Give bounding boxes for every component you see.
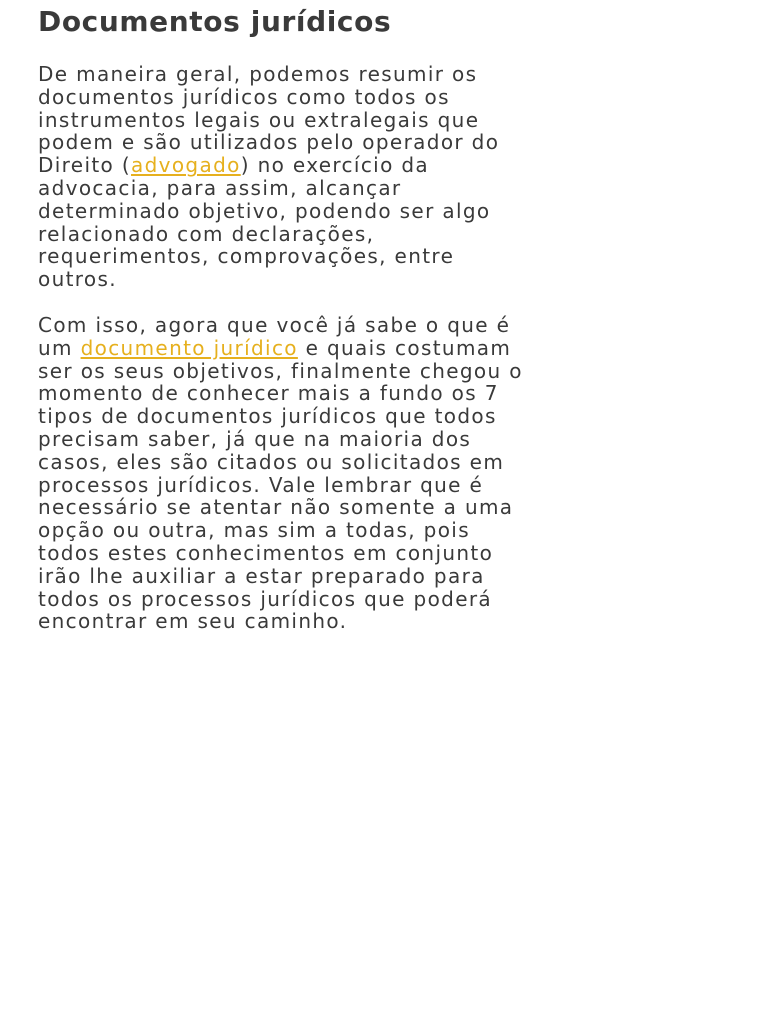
- text-segment: ) no exercício da: [240, 153, 430, 178]
- text-line: relacionado com declarações,: [38, 221, 375, 246]
- paragraph-intro: [38, 63, 734, 291]
- text-line: requerimentos, comprovações, entre: [38, 244, 455, 269]
- text-line: ser os seus objetivos, finalmente chegou o: [38, 358, 523, 383]
- text-segment: Direito (: [38, 153, 131, 178]
- text-line: irão lhe auxiliar a estar preparado para: [38, 563, 485, 588]
- text-line: todos os processos jurídicos que poderá: [38, 586, 493, 611]
- text-line: opção ou outra, mas sim a todas, pois: [38, 518, 470, 543]
- article: [38, 0, 734, 633]
- text-line: casos, eles são citados ou solicitados em: [38, 449, 505, 474]
- text-line: encontrar em seu caminho.: [38, 609, 348, 634]
- article-title: Documentos jurídicos: [38, 5, 392, 38]
- text-line: instrumentos legais ou extralegais que: [38, 107, 480, 132]
- text-line: necessário se atentar não somente a uma: [38, 495, 514, 520]
- text-segment: um: [38, 335, 81, 360]
- text-line: determinado objetivo, podendo ser algo: [38, 198, 491, 223]
- text-line: De maneira geral, podemos resumir os: [38, 62, 478, 86]
- paragraph-body: [38, 314, 734, 633]
- text-line: tipos de documentos jurídicos que todos: [38, 404, 497, 429]
- text-line: precisam saber, já que na maioria dos: [38, 426, 472, 451]
- text-line: podem e são utilizados pelo operador do: [38, 130, 500, 155]
- text-line-with-link: [38, 337, 734, 360]
- text-segment: e quais costumam: [297, 335, 512, 360]
- text-line: outros.: [38, 267, 118, 292]
- text-line: advocacia, para assim, alcançar: [38, 175, 402, 200]
- text-line-with-link: [38, 154, 734, 177]
- link-documento-juridico[interactable]: documento jurídico: [80, 335, 298, 360]
- text-line: Com isso, agora que você já sabe o que é: [38, 312, 511, 337]
- text-line: momento de conhecer mais a fundo os 7: [38, 381, 499, 406]
- text-line: documentos jurídicos como todos os: [38, 84, 450, 109]
- text-line: processos jurídicos. Vale lembrar que é: [38, 472, 484, 497]
- text-line: todos estes conhecimentos em conjunto: [38, 540, 494, 565]
- link-advogado[interactable]: advogado: [131, 153, 241, 178]
